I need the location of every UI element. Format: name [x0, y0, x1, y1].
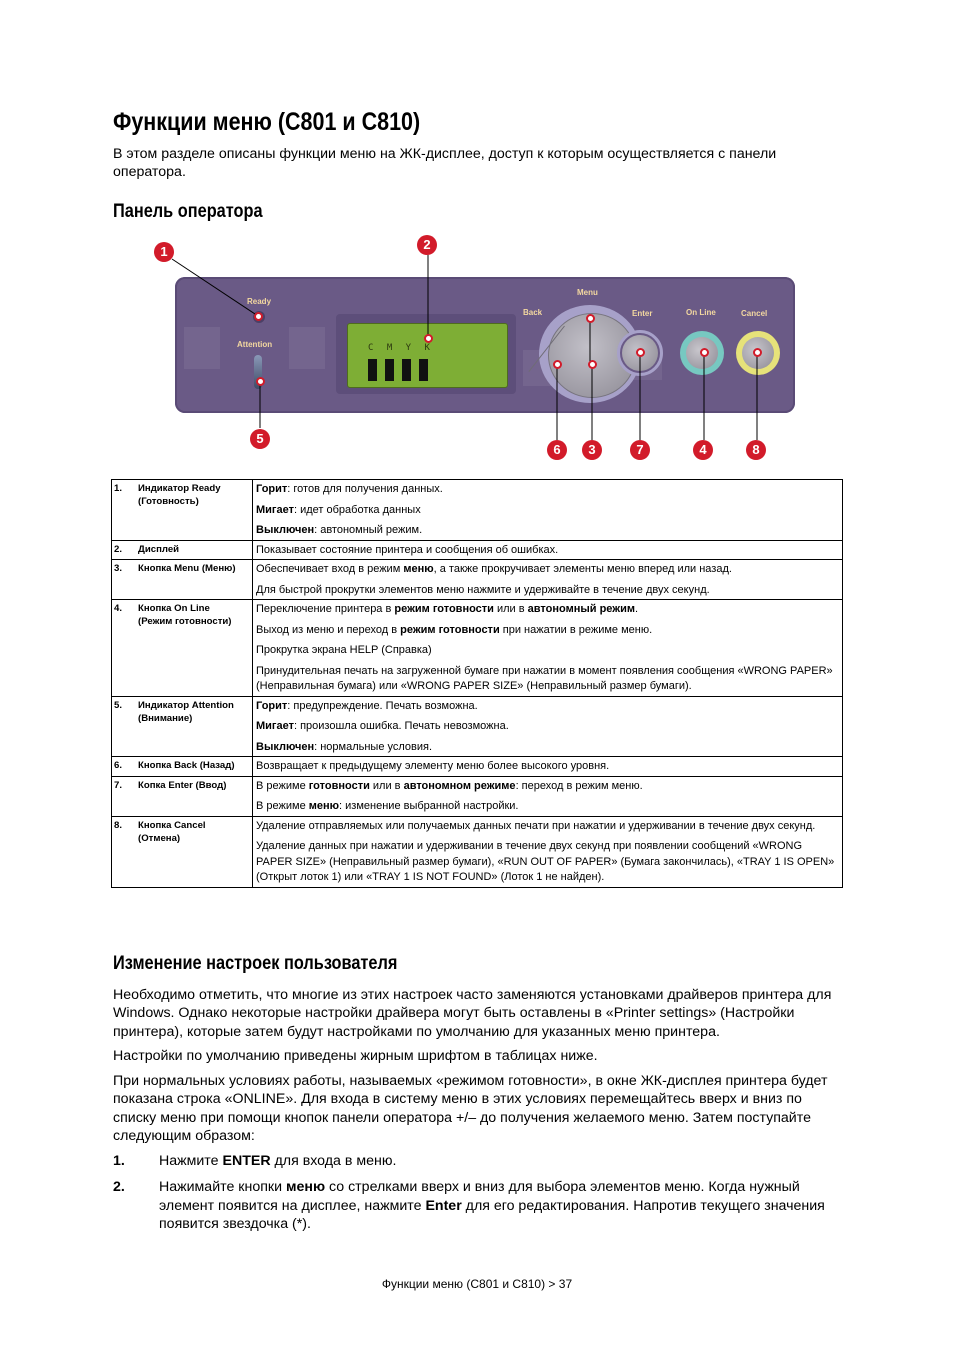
- callout-5: 5: [250, 429, 270, 449]
- table-row: [112, 816, 843, 887]
- description-line: Принудительная печать на загруженной бумаге при нажатии в момент появления сообщения «WRONG PAPER» (Неправильная бумага) или «WRONG PAPER SIZE» (Неправильный размер бумаги).: [256, 664, 833, 692]
- intro-paragraph: В этом разделе описаны функции меню на ЖК-дисплее, доступ к которым осуществляется с панели оператора.: [113, 146, 777, 181]
- attention-label: Attention: [237, 340, 273, 349]
- item-number: 5.: [114, 699, 123, 711]
- callout-3: 3: [582, 440, 602, 460]
- item-description-cell: [253, 696, 843, 757]
- panel-heading: Панель оператора: [113, 201, 263, 222]
- paragraph-1: Необходимо отметить, что многие из этих настроек часто заменяются установками драйверов принтера для Windows. Однако некоторые настройки драйвера могут быть оставлены в «Printer settings» (Настройки принтера), которые затем будут настройками по умолчанию для указанных меню принтера.: [113, 987, 832, 1040]
- paragraph-3: При нормальных условиях работы, называемых «режимом готовности», в окне ЖК-дисплея принтера будет показана строка «ONLINE». Для входа в систему меню в этих условиях перемещайтесь вверх и вниз по списку меню при помощи кнопок панели оператора +/– до получения желаемого меню. Затем поступайте следующим образом:: [113, 1073, 828, 1144]
- item-name-cell: [112, 816, 253, 887]
- item-name-cell: [112, 480, 253, 541]
- description-line: Прокрутка экрана HELP (Справка): [256, 644, 432, 656]
- item-description-cell: [253, 757, 843, 777]
- online-label: On Line: [686, 308, 716, 317]
- item-number: 8.: [114, 819, 123, 831]
- item-number: 6.: [114, 760, 123, 771]
- menu-label: Menu: [577, 288, 598, 297]
- item-number: 1.: [114, 483, 123, 494]
- table-row: [112, 480, 843, 541]
- description-line: Переключение принтера в режим готовности или в автономный режим.: [256, 603, 639, 615]
- item-number: 2.: [114, 543, 123, 555]
- item-name: Кнопка Cancel (Отмена): [138, 819, 206, 844]
- item-name: Кнопка Menu (Меню): [138, 563, 236, 574]
- item-name: Кнопка Back (Назад): [138, 760, 235, 771]
- step-1: 1. Нажмите ENTER для входа в меню.: [113, 1153, 397, 1169]
- panel-functions-table: [111, 479, 843, 888]
- item-description-cell: [253, 600, 843, 697]
- description-line: Выход из меню и переход в режим готовности при нажатии в режиме меню.: [256, 623, 653, 636]
- item-number: 3.: [114, 563, 123, 574]
- callout-2: 2: [417, 235, 437, 255]
- table-row: [112, 696, 843, 757]
- item-name-cell: [112, 776, 253, 816]
- description-line: Показывает состояние принтера и сообщения об ошибках.: [256, 543, 559, 556]
- table-row: [112, 540, 843, 560]
- item-name-cell: [112, 757, 253, 777]
- page-title: Функции меню (C801 и C810): [113, 108, 421, 136]
- description-line: Для быстрой прокрутки элементов меню нажмите и удерживайте в течение двух секунд.: [256, 583, 710, 596]
- table-row: [112, 776, 843, 816]
- item-name-cell: [112, 560, 253, 600]
- item-number: 7.: [114, 779, 123, 791]
- steps-list: [113, 1152, 843, 1241]
- callout-4: 4: [693, 440, 713, 460]
- lcd-text: C M Y K: [368, 343, 434, 353]
- item-number: 4.: [114, 603, 123, 614]
- description-line: Горит: готов для получения данных.: [256, 483, 443, 495]
- item-name-cell: [112, 600, 253, 697]
- item-name: Индикатор Attention (Внимание): [138, 699, 234, 724]
- ready-label: Ready: [247, 297, 272, 306]
- item-name-cell: [112, 696, 253, 757]
- settings-heading: Изменение настроек пользователя: [113, 953, 398, 974]
- item-description-cell: [253, 816, 843, 887]
- table-row: [112, 600, 843, 697]
- back-label: Back: [523, 308, 543, 317]
- paragraph-2: Настройки по умолчанию приведены жирным шрифтом в таблицах ниже.: [113, 1048, 598, 1064]
- item-name: Дисплей: [138, 543, 180, 555]
- description-line: Выключен: нормальные условия.: [256, 740, 433, 753]
- page-footer: Функции меню (C801 и C810) > 37: [381, 1277, 573, 1291]
- callout-lines: [0, 0, 954, 470]
- callout-7: 7: [630, 440, 650, 460]
- step-2: 2. Нажимайте кнопки меню со стрелками вверх и вниз для выбора элементов меню. Когда нужный элемент появится на дисплее, нажмите Enter для его редактирования. Напротив текущего значения появится звездочка (*).: [113, 1179, 825, 1232]
- enter-label: Enter: [632, 309, 653, 318]
- item-description-cell: [253, 560, 843, 600]
- description-line: Мигает: идет обработка данных: [256, 503, 421, 516]
- description-line: Выключен: автономный режим.: [256, 524, 423, 536]
- cancel-label: Cancel: [741, 309, 768, 318]
- item-name-cell: [112, 540, 253, 560]
- description-line: Горит: предупреждение. Печать возможна.: [256, 699, 478, 712]
- item-description-cell: [253, 540, 843, 560]
- item-name: Копка Enter (Ввод): [138, 779, 227, 791]
- item-description-cell: [253, 776, 843, 816]
- description-line: Возвращает к предыдущему элементу меню более высокого уровня.: [256, 760, 610, 772]
- description-line: В режиме готовности или в автономном режиме: переход в режим меню.: [256, 779, 643, 792]
- callout-6: 6: [547, 440, 567, 460]
- item-name: Индикатор Ready (Готовность): [138, 483, 221, 507]
- item-name: Кнопка On Line (Режим готовности): [138, 603, 232, 627]
- description-line: Удаление данных при нажатии и удерживании в течение двух секунд при появлении сообщений «WRONG PAPER SIZE» (Неправильный размер бумаги), «RUN OUT OF PAPER» (Бумага закончилась), «TRAY 1 IS OPEN» (Открыт лоток 1) или «TRAY 1 IS NOT FOUND» (Лоток 1 не найден).: [256, 840, 835, 883]
- description-line: Обеспечивает вход в режим меню, а также прокручивает элементы меню вперед или назад.: [256, 563, 732, 575]
- description-line: В режиме меню: изменение выбранной настройки.: [256, 800, 519, 812]
- callout-1: 1: [154, 242, 174, 262]
- item-description-cell: [253, 480, 843, 541]
- table-row: [112, 560, 843, 600]
- table-row: [112, 757, 843, 777]
- description-line: Удаление отправляемых или получаемых данных печати при нажатии и удерживании в течение двух секунд.: [256, 819, 816, 832]
- description-line: Мигает: произошла ошибка. Печать невозможна.: [256, 720, 509, 732]
- callout-8: 8: [746, 440, 766, 460]
